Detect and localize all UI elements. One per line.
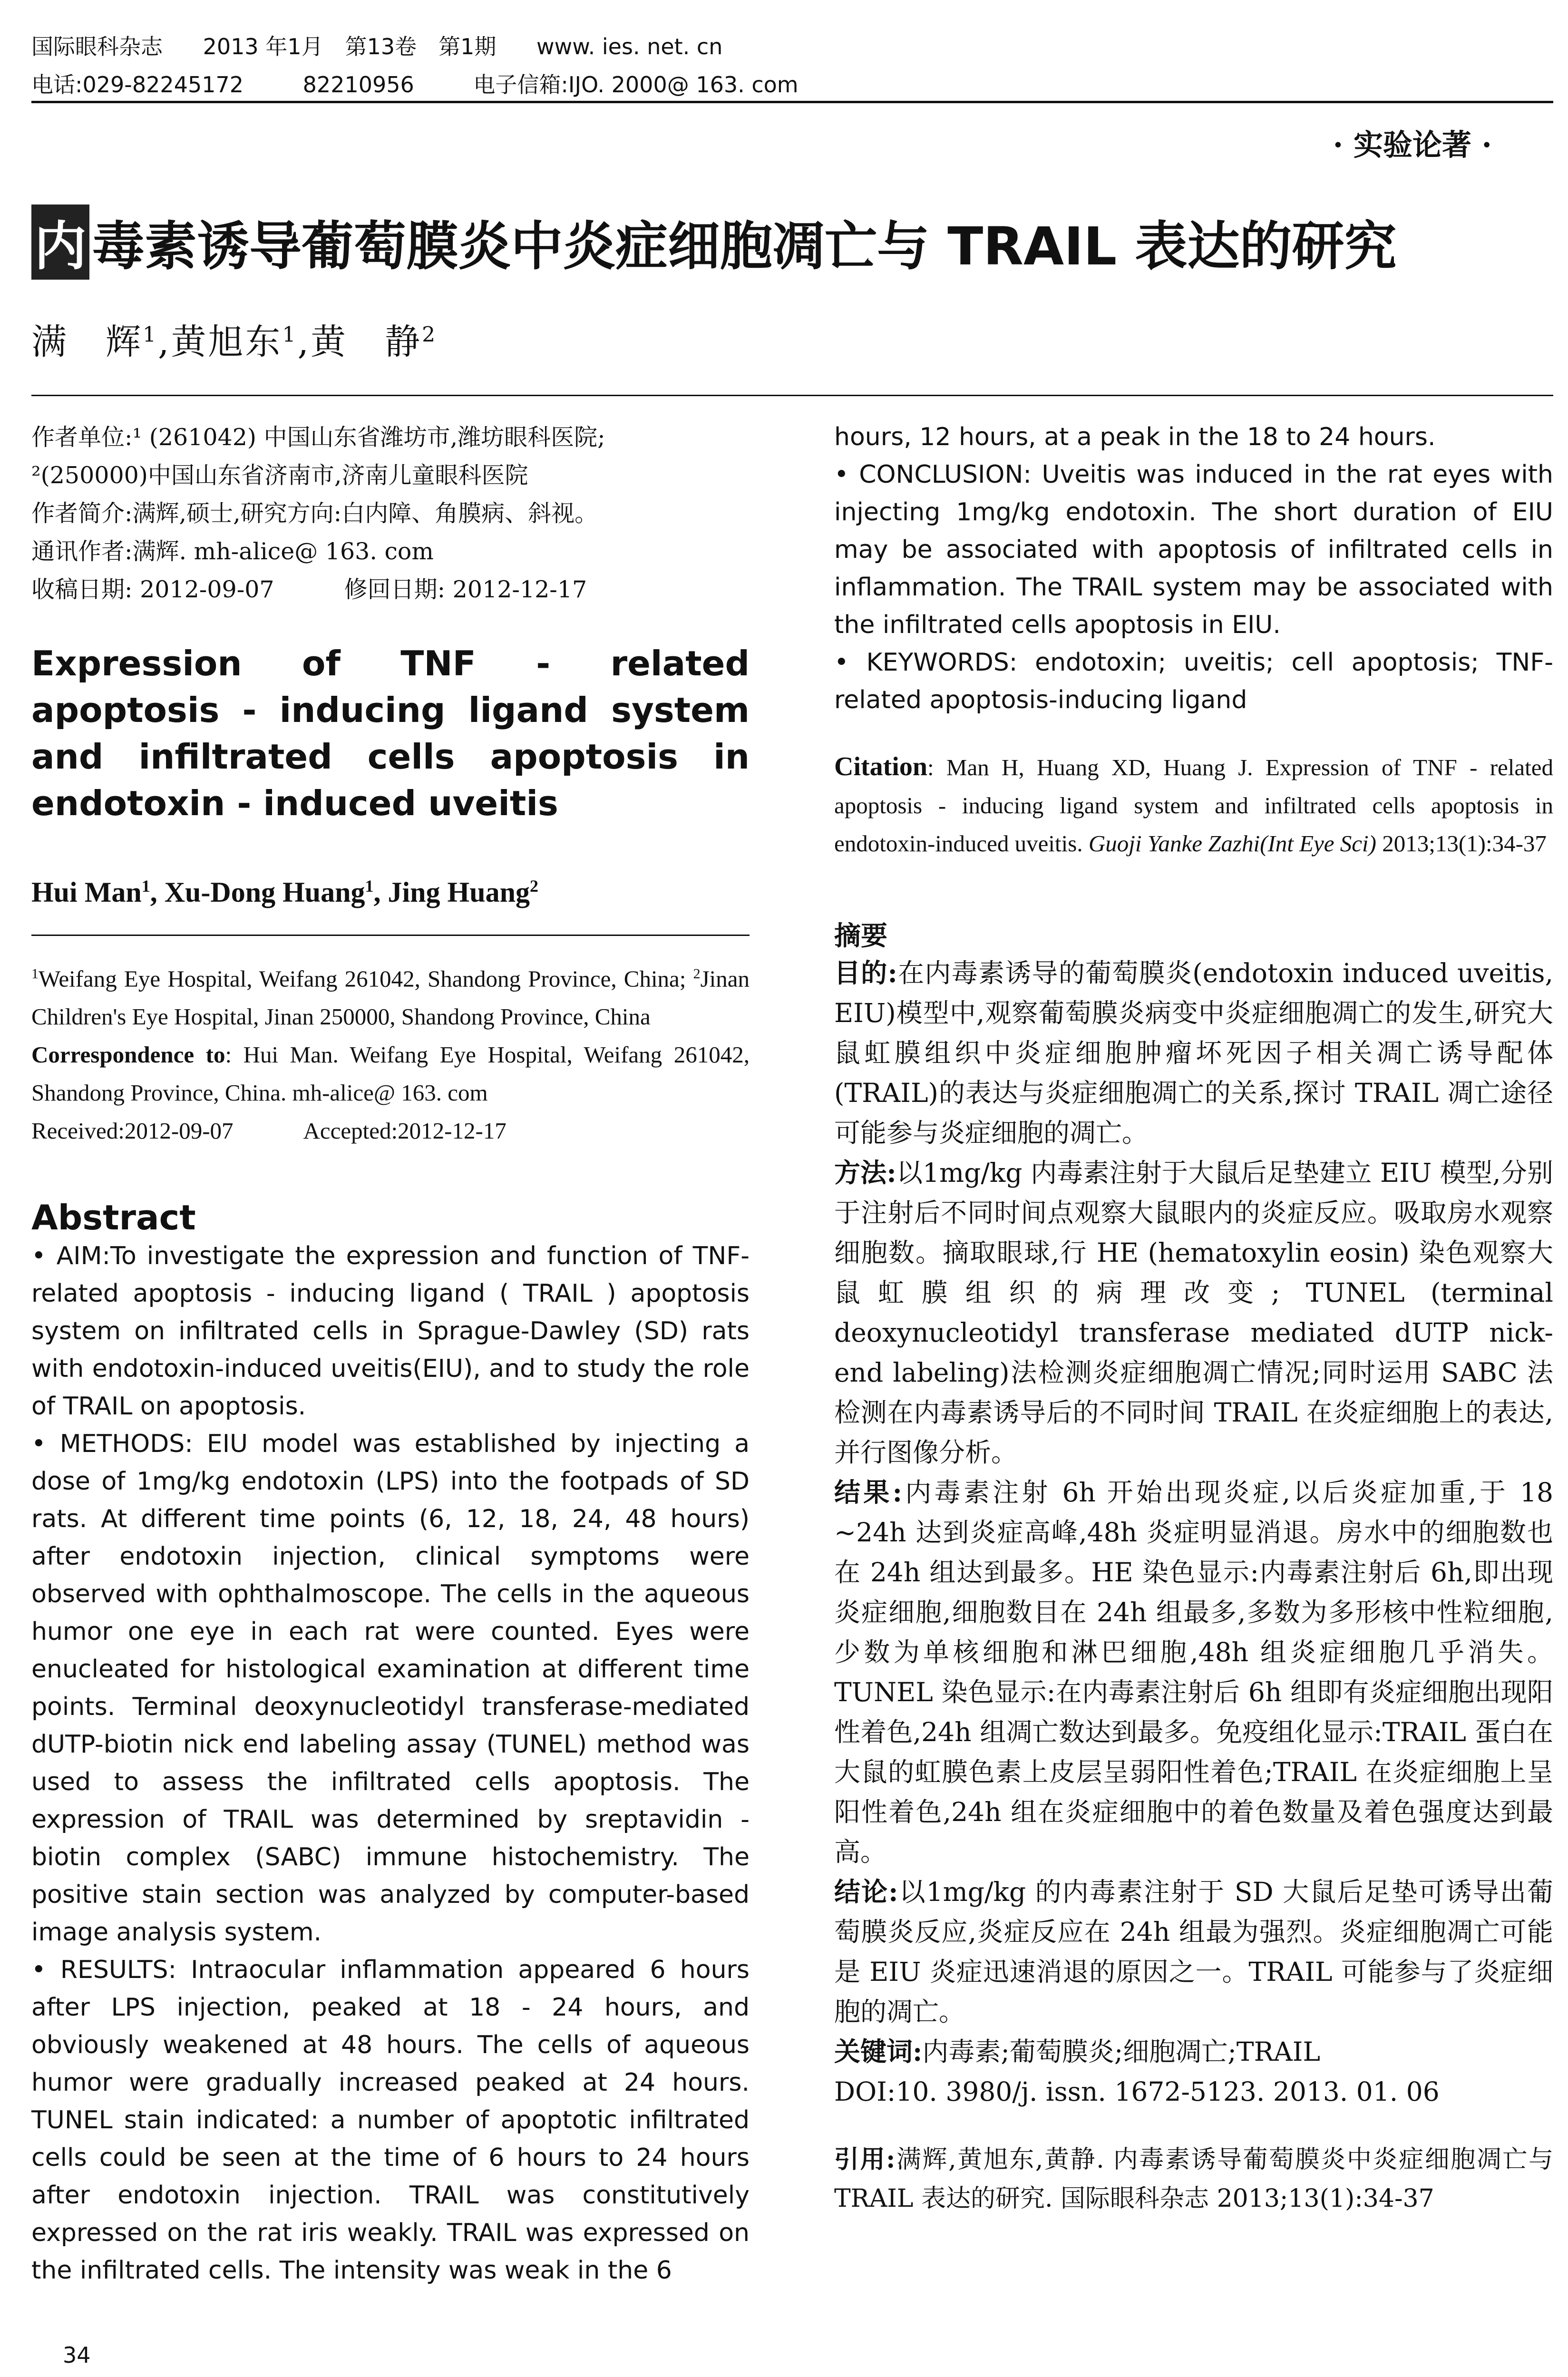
article-title-en: Expression of TNF - related apoptosis - inducing ligand system and infiltrated cells apoptosis in endotoxin - induced uveitis [31, 643, 750, 823]
phone-number-2: 82210956 [302, 72, 414, 97]
page-number: 34 [63, 2342, 91, 2368]
correspondence-label: Correspondence to [31, 1042, 225, 1068]
citation-cn-text: 满辉,黄旭东,黄静. 内毒素诱导葡萄膜炎中炎症细胞凋亡与 TRAIL 表达的研究. 国际眼科杂志 2013;13(1):34-37 [834, 2145, 1553, 2213]
authors-cn [31, 314, 437, 364]
abstract-cn-paragraph [834, 2032, 1553, 2072]
header-divider [31, 101, 1553, 103]
abstract-results: • RESULTS: Intraocular inflammation appeared 6 hours after LPS injection, peaked at 18 - 24 hours, and obviously weakened at 48 hours. The cells of aqueous humor were gradually increased peaked at 24 hours. TUNEL stain indicated: a number of apoptotic infiltrated cells could be seen at the time of 6 hours to 24 hours after endotoxin injection. TRAIL was constitutively expressed on the rat iris weakly. TRAIL was expressed on the infiltrated cells. The intensity was weak in the 6 [31, 1956, 750, 2285]
author-en-3-sup: 2 [529, 877, 538, 896]
title-divider [31, 395, 1553, 396]
author-en-2-sup: 1 [365, 877, 374, 896]
journal-website[interactable]: www. ies. net. cn [536, 34, 723, 59]
author-3: ,黄 静 [297, 321, 422, 362]
abstract-cn-paragraph [834, 953, 1553, 1153]
citation-cn [834, 2140, 1553, 2218]
aff-text-1: Weifang Eye Hospital, Weifang 261042, Shandong Province, China; [39, 965, 693, 992]
author-1: 满 辉 [31, 321, 143, 362]
author-2-sup: 1 [282, 322, 298, 347]
author-en-3: , Jing Huang [373, 877, 530, 908]
abstract-cn-text: 内毒素注射 6h 开始出现炎症,以后炎症加重,于 18 ~24h 达到炎症高峰,48h 炎症明显消退。房水中的细胞数也在 24h 组达到最多。HE 染色显示:内毒素注射后 6h,即出现炎症细胞,细胞数目在 24h 组最多,多数为多形核中性粒细胞,少数为单核细胞和淋巴细胞,48h 组炎症细胞几乎消失。TUNEL 染色显示:在内毒素注射后 6h 组即有炎症细胞出现阳性着色,24h 组凋亡数达到最多。免疫组化显示:TRAIL 蛋白在大鼠的虹膜色素上皮层呈弱阳性着色;TRAIL 在炎症细胞上呈阳性着色,24h 组在炎症细胞中的着色数量及着色强度达到最高。 [834, 1477, 1553, 1867]
author-1-sup: 1 [143, 322, 158, 347]
doi[interactable]: DOI:10. 3980/j. issn. 1672-5123. 2013. 01. 06 [834, 2076, 1440, 2107]
issue-info: 2013 年1月 第13卷 第1期 [203, 34, 497, 59]
citation-cn-label: 引用: [834, 2145, 896, 2174]
abstract-cn-label: 方法: [834, 1157, 896, 1188]
authors-en [31, 876, 750, 909]
author-en-1-sup: 1 [141, 877, 150, 896]
abstract-results-cont: hours, 12 hours, at a peak in the 18 to 24 hours. [834, 423, 1436, 451]
abstract-cn-text: 以1mg/kg 的内毒素注射于 SD 大鼠后足垫可诱导出葡萄膜炎反应,炎症反应在 24h 组最为强烈。炎症细胞凋亡可能是 EIU 炎症迅速消退的原因之一。TRAIL 可能参与了炎症细胞的凋亡。 [834, 1877, 1553, 2027]
abstract-cn [834, 953, 1553, 2112]
aff-text-2: Jinan Children's Eye Hospital, Jinan 250000, Shandong Province, China [31, 965, 750, 1030]
abstract-cn-label: 目的: [834, 957, 897, 988]
abstract-aim: • AIM:To investigate the expression and function of TNF-related apoptosis - inducing ligand ( TRAIL ) apoptosis system on infiltrated cells in Sprague-Dawley (SD) rats with endotoxin-induced uveitis(EIU), and to study the role of TRAIL on apoptosis. [31, 1242, 750, 1421]
contact-header [31, 68, 851, 99]
abstract-heading-cn: 摘要 [834, 921, 887, 952]
author-en-2: , Xu-Dong Huang [150, 877, 365, 908]
abstract-cn-paragraph [834, 1872, 1553, 2032]
citation-en [834, 748, 1553, 863]
correspondence-text: : Hui Man. Weifang Eye Hospital, Weifang 261042, Shandong Province, China. mh-alice@ 163. com [31, 1042, 750, 1106]
phone-number: 电话:029-82245172 [31, 72, 244, 97]
authors-divider [31, 935, 750, 936]
abstract-cn-label: 结果: [834, 1477, 902, 1508]
abstract-cn-paragraph [834, 1472, 1553, 1872]
aff-sup-2: 2 [693, 966, 701, 982]
journal-name: 国际眼科杂志 [31, 34, 163, 59]
journal-email[interactable]: 电子信箱:IJO. 2000@ 163. com [473, 72, 799, 97]
abstract-heading: Abstract [31, 1198, 196, 1238]
abstract-cn-text: 在内毒素诱导的葡萄膜炎(endotoxin induced uveitis, EIU)模型中,观察葡萄膜炎病变中炎症细胞凋亡的发生,研究大鼠虹膜组织中炎症细胞肿瘤坏死因子相关凋亡诱导配体(TRAIL)的表达与炎症细胞凋亡的关系,探讨 TRAIL 凋亡途径可能参与炎症细胞的凋亡。 [834, 958, 1553, 1148]
abstract-cn-label: 关键词: [834, 2036, 923, 2067]
citation-label: Citation [834, 752, 927, 781]
citation-text: : Man H, Huang XD, Huang J. Expression of TNF - related apoptosis - inducing ligand system and infiltrated cells apoptosis in endotoxin-induced uveitis. [834, 754, 1553, 857]
author-info-cn [31, 419, 750, 609]
author-2: ,黄旭东 [158, 321, 282, 362]
abstract-en-right [834, 419, 1553, 719]
title-first-char: 内 [31, 205, 89, 280]
meta-line: 收稿日期: 2012-09-07 修回日期: 2012-12-17 [31, 576, 587, 603]
meta-line: 通讯作者:满辉. mh-alice@ 163. com [31, 538, 434, 565]
abstract-cn-text: 内毒素;葡萄膜炎;细胞凋亡;TRAIL [922, 2036, 1320, 2067]
citation-tail: 2013;13(1):34-37 [1376, 830, 1547, 857]
abstract-conclusion: • CONCLUSION: Uveitis was induced in the rat eyes with injecting 1mg/kg endotoxin. The short duration of EIU may be associated with apoptosis of infiltrated cells in inflammation. The TRAIL system may be associated with the infiltrated cells apoptosis in EIU. [834, 460, 1553, 639]
citation-journal: Guoji Yanke Zazhi(Int Eye Sci) [1088, 830, 1376, 857]
abstract-cn-paragraph [834, 1153, 1553, 1472]
right-column [834, 419, 1553, 2218]
section-tag: · 实验论著 · [1333, 127, 1492, 162]
running-header [31, 29, 756, 61]
left-column [31, 419, 750, 2289]
affiliations [31, 955, 750, 1150]
meta-line: ²(250000)中国山东省济南市,济南儿童眼科医院 [31, 462, 528, 489]
abstract-cn-label: 结论: [834, 1876, 898, 1907]
aff-sup-1: 1 [31, 966, 39, 982]
abstract-cn-text: 以1mg/kg 内毒素注射于大鼠后足垫建立 EIU 模型,分别于注射后不同时间点观察大鼠眼内的炎症反应。吸取房水观察细胞数。摘取眼球,行 HE (hematoxylin eosin) 染色观察大鼠虹膜组织的病理改变; TUNEL (terminal deoxynucleotidyl transferase mediated dUTP nick-end labeling)法检测炎症细胞凋亡情况;同时运用 SABC 法检测在内毒素诱导后的不同时间 TRAIL 在炎症细胞上的表达,并行图像分析。 [834, 1158, 1553, 1468]
article-title-cn [31, 205, 1396, 280]
author-en-1: Hui Man [31, 877, 142, 908]
received-dates: Received:2012-09-07 Accepted:2012-12-17 [31, 1118, 506, 1144]
meta-line: 作者简介:满辉,硕士,研究方向:白内障、角膜病、斜视。 [31, 500, 598, 527]
abstract-en-left [31, 1237, 750, 2289]
abstract-methods: • METHODS: EIU model was established by injecting a dose of 1mg/kg endotoxin (LPS) into the footpads of SD rats. At different time points (6, 12, 18, 24, 48 hours) after endotoxin injection, clinical symptoms were observed with ophthalmoscope. The cells in the aqueous humor one eye in each rat were counted. Eyes were enucleated for histological examination at different time points. Terminal deoxynucleotidyl transferase-mediated dUTP-biotin nick end labeling assay (TUNEL) method was used to assess the infiltrated cells apoptosis. The expression of TRAIL was determined by sreptavidin - biotin complex (SABC) immune histochemistry. The positive stain section was analyzed by computer-based image analysis system. [31, 1430, 750, 1947]
abstract-keywords: • KEYWORDS: endotoxin; uveitis; cell apoptosis; TNF-related apoptosis-inducing ligand [834, 648, 1553, 714]
meta-line: 作者单位:¹ (261042) 中国山东省潍坊市,潍坊眼科医院; [31, 424, 605, 451]
title-rest: 毒素诱导葡萄膜炎中炎症细胞凋亡与 TRAIL 表达的研究 [92, 216, 1397, 277]
author-3-sup: 2 [422, 322, 438, 347]
